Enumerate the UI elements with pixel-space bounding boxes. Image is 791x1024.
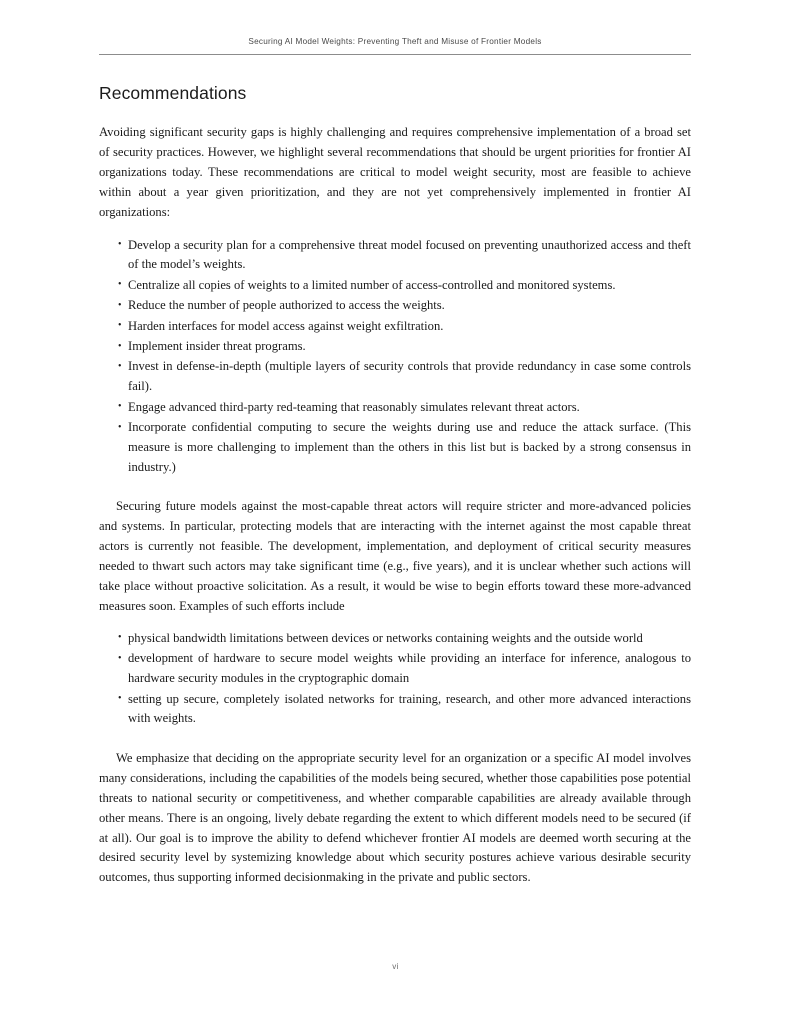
list-item: • Reduce the number of people authorized to access the weights.	[99, 296, 691, 316]
page-title: Recommendations	[99, 83, 247, 103]
header-rule	[99, 54, 691, 55]
page-content	[99, 82, 691, 888]
list-item: • Develop a security plan for a comprehensive threat model focused on preventing unauthorized access and theft of the model’s weights.	[99, 236, 691, 276]
list-item: • Incorporate confidential computing to secure the weights during use and reduce the attack surface. (This measure is more challenging to implement than the others in this list but is backed by a strong consensus in industry.)	[99, 418, 691, 478]
future-models-paragraph: Securing future models against the most-capable threat actors will require stricter and more-advanced policies and systems. In particular, protecting models that are interacting with the internet against the most capable threat actors is currently not feasible. The development, implementation, and deployment of critical security measures needed to thwart such actors may take significant time (e.g., five years), and it is unclear whether such actions will take place without proactive solicitation. As a result, it would be wise to begin efforts toward these more-advanced measures soon. Examples of such efforts include	[99, 499, 691, 613]
recommendations-list	[99, 236, 691, 478]
list-item: • Centralize all copies of weights to a limited number of access-controlled and monitored systems.	[99, 276, 691, 296]
list-item: • Invest in defense-in-depth (multiple layers of security controls that provide redundancy in case some controls fail).	[99, 357, 691, 397]
list-item: • Engage advanced third-party red-teaming that reasonably simulates relevant threat actors.	[99, 398, 691, 418]
list-item: • setting up secure, completely isolated networks for training, research, and other more advanced interactions with weights.	[99, 690, 691, 730]
running-head: Securing AI Model Weights: Preventing Theft and Misuse of Frontier Models	[248, 37, 542, 46]
emphasis-paragraph: We emphasize that deciding on the appropriate security level for an organization or a specific AI model involves many considerations, including the capabilities of the models being secured, whether those capabilities pose potential threats to national security or competitiveness, and whether comparable capabilities are already available through other means. There is an ongoing, lively debate regarding the extent to which different models need to be secured (if at all). Our goal is to improve the ability to defend whichever frontier AI models are deemed worth securing at the desired security level by systemizing knowledge about which security postures achieve various desirable security outcomes, thus supporting informed decisionmaking in the private and public sectors.	[99, 750, 691, 885]
list-item: • development of hardware to secure model weights while providing an interface for inference, analogous to hardware security modules in the cryptographic domain	[99, 649, 691, 689]
intro-paragraph: Avoiding significant security gaps is highly challenging and requires comprehensive implementation of a broad set of security practices. However, we highlight several recommendations that should be urgent priorities for frontier AI organizations today. These recommendations are critical to model weight security, most are feasible to achieve within about a year given prioritization, and they are not yet comprehensively implemented in frontier AI organizations:	[99, 125, 691, 219]
list-item: • physical bandwidth limitations between devices or networks containing weights and the outside world	[99, 629, 691, 649]
list-item: • Implement insider threat programs.	[99, 337, 691, 357]
advanced-efforts-list	[99, 629, 691, 730]
page-number: vi	[392, 962, 399, 971]
list-item: • Harden interfaces for model access against weight exfiltration.	[99, 317, 691, 337]
